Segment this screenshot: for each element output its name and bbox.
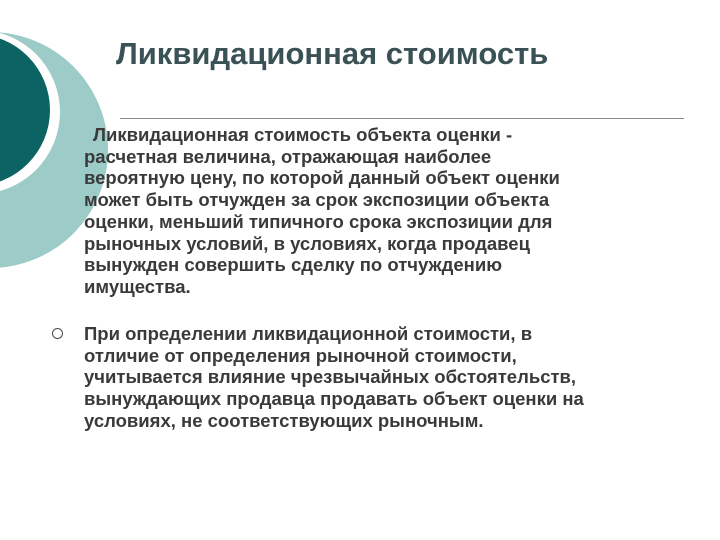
slide-title: Ликвидационная стоимость: [116, 36, 549, 71]
definition-line: имущества.: [84, 275, 191, 297]
definition-line: Ликвидационная стоимость объекта оценки -: [93, 124, 513, 145]
bullet-paragraph: [84, 323, 684, 432]
definition-line: рыночных условий, в условиях, когда продавец: [84, 232, 530, 254]
definition-line: вынужден совершить сделку по отчуждению: [84, 254, 503, 276]
bullet-line: вынуждающих продавца продавать объект оценки на: [84, 388, 584, 410]
bullet-line: учитывается влияние чрезвычайных обстоятельств,: [84, 366, 577, 388]
bullet-line: условиях, не соответствующих рыночным.: [84, 409, 484, 431]
title-divider: [120, 118, 684, 119]
definition-line: вероятную цену, по которой данный объект оценки: [84, 167, 560, 189]
definition-paragraph: [84, 124, 684, 298]
definition-line: расчетная величина, отражающая наиболее: [84, 145, 492, 167]
definition-line: может быть отчужден за срок экспозиции объекта: [84, 189, 550, 211]
bullet-circle-icon: [52, 328, 63, 339]
definition-line: оценки, меньший типичного срока экспозиции для: [84, 210, 553, 232]
bullet-line: При определении ликвидационной стоимости, в: [84, 323, 533, 344]
bullet-line: отличие от определения рыночной стоимости,: [84, 344, 517, 366]
